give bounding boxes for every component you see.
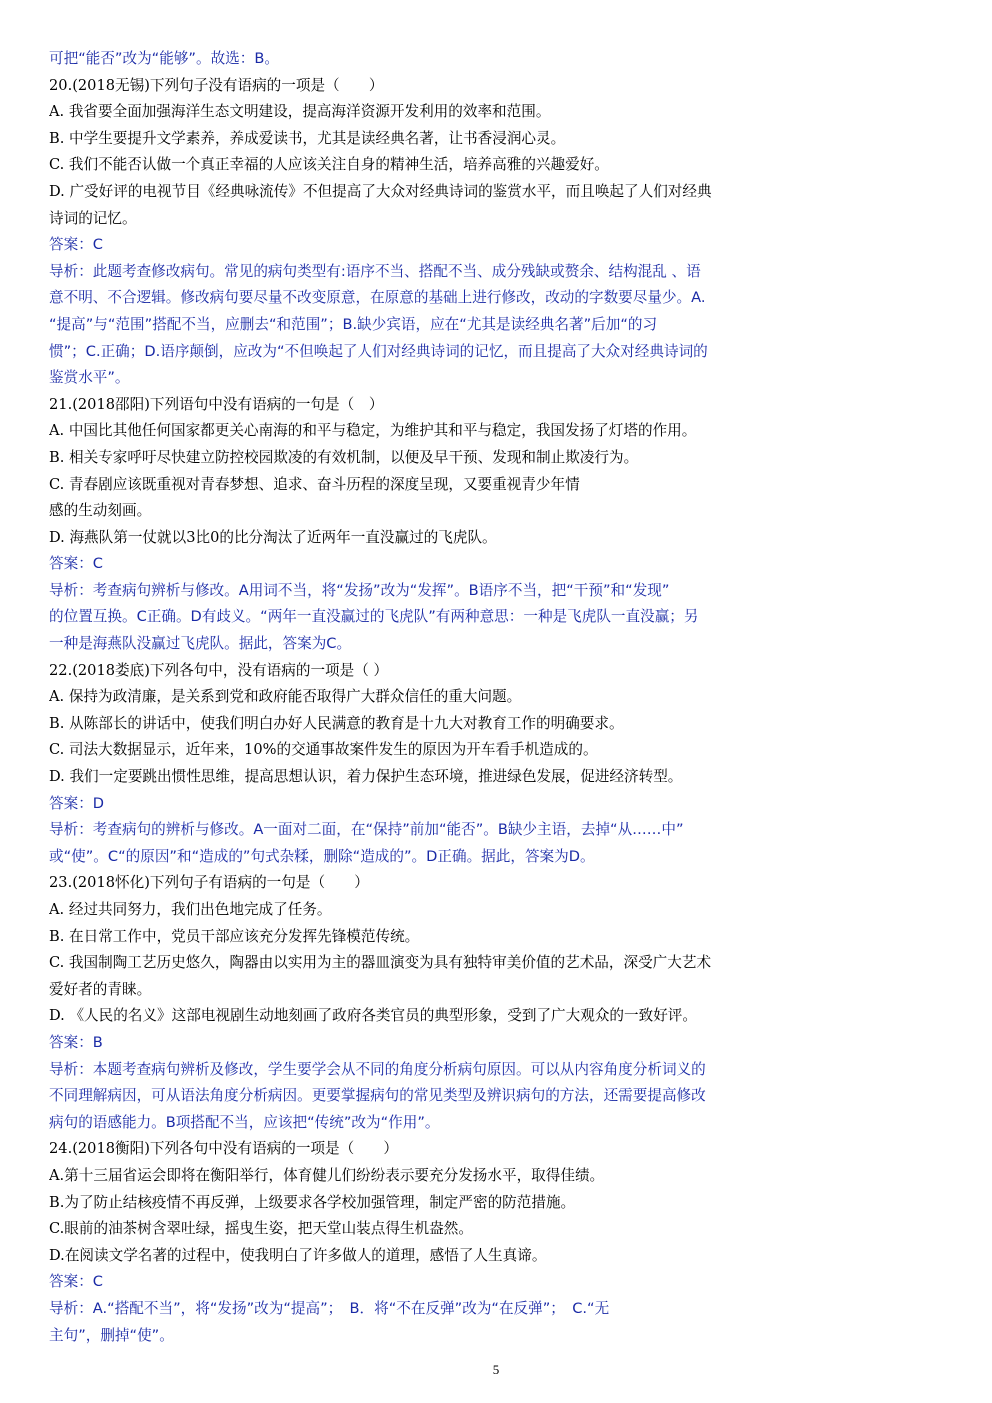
question-line: D.在阅读文学名著的过程中，使我明白了许多做人的道理，感悟了人生真谛。 <box>49 1246 547 1264</box>
answer-line: 导析：此题考查修改病句。常见的病句类型有:语序不当、搭配不当、成分残缺或赘余、结构混乱 、语 <box>49 262 701 280</box>
question-line: 22.(2018娄底)下列各句中，没有语病的一项是（ ） <box>49 661 389 679</box>
question-line: B. 中学生要提升文学素养，养成爱读书，尤其是读经典名著，让书香浸润心灵。 <box>49 129 566 147</box>
question-line: 24.(2018衡阳)下列各句中没有语病的一项是（ ） <box>49 1140 399 1158</box>
question-line: A. 保持为政清廉，是关系到党和政府能否取得广大群众信任的重大问题。 <box>49 688 522 706</box>
question-line: 诗词的记忆。 <box>49 209 137 227</box>
answer-line: 答案：C <box>49 555 103 573</box>
answer-line: 鉴赏水平”。 <box>49 369 130 387</box>
answer-line: 导析：A.“搭配不当”，将“发扬”改为“提高”； B．将“不在反弹”改为“在反弹”； C.“无 <box>49 1299 610 1317</box>
question-line: A.第十三届省运会即将在衡阳举行，体育健儿们纷纷表示要充分发扬水平，取得佳绩。 <box>49 1166 605 1184</box>
question-line: C. 我们不能否认做一个真正幸福的人应该关注自身的精神生活，培养高雅的兴趣爱好。 <box>49 156 609 174</box>
answer-line: 一种是海燕队没赢过飞虎队。据此，答案为C。 <box>49 635 352 653</box>
question-line: 23.(2018怀化)下列句子有语病的一句是（ ） <box>49 874 369 892</box>
question-line: A. 我省要全面加强海洋生态文明建设，提高海洋资源开发利用的效率和范围。 <box>49 103 551 121</box>
answer-line: 答案：C <box>49 1273 103 1291</box>
question-line: C. 青春剧应该既重视对青春梦想、追求、奋斗历程的深度呈现，又要重视青少年情 <box>49 475 580 493</box>
question-line: C. 司法大数据显示，近年来，10%的交通事故案件发生的原因为开车看手机造成的。 <box>49 741 598 759</box>
question-line: D. 《人民的名义》这部电视剧生动地刻画了政府各类官员的典型形象，受到了广大观众的一致好评。 <box>49 1007 697 1025</box>
question-line: C.眼前的油茶树含翠吐绿，摇曳生姿，把天堂山装点得生机盎然。 <box>49 1220 473 1238</box>
answer-line: 意不明、不合逻辑。修改病句要尽量不改变原意，在原意的基础上进行修改，改动的字数要尽量少。A. <box>49 289 706 307</box>
question-line: B.为了防止结核疫情不再反弹，上级要求各学校加强管理，制定严密的防范措施。 <box>49 1193 576 1211</box>
answer-line: 的位置互换。C正确。D有歧义。“两年一直没赢过的飞虎队”有两种意思：一种是飞虎队一直没赢；另 <box>49 608 699 626</box>
answer-line: 答案：D <box>49 794 105 812</box>
question-line: D. 海燕队第一仗就以3比0的比分淘汰了近两年一直没赢过的飞虎队。 <box>49 528 497 546</box>
answer-line: 主句”，删掉“使”。 <box>49 1326 174 1344</box>
question-line: C. 我国制陶工艺历史悠久，陶器由以实用为主的器皿演变为具有独特审美价值的艺术品，深受广大艺术 <box>49 954 712 972</box>
answer-line: 导析：本题考查病句辨析及修改，学生要学会从不同的角度分析病句原因。可以从内容角度分析词义的 <box>49 1060 706 1078</box>
answer-line: 惯”；C.正确；D.语序颠倒，应改为“不但唤起了人们对经典诗词的记忆，而且提高了大众对经典诗词的 <box>49 342 708 360</box>
answer-line: “提高”与“范围”搭配不当，应删去“和范围”；B.缺少宾语，应在“尤其是读经典名著”后加“的习 <box>49 315 658 333</box>
answer-line: 导析：考查病句辨析与修改。A用词不当，将“发扬”改为“发挥”。B语序不当，把“干预”和“发现” <box>49 581 670 599</box>
answer-line: 病句的语感能力。B项搭配不当，应该把“传统”改为“作用”。 <box>49 1113 440 1131</box>
page-number: 5 <box>492 1362 500 1377</box>
question-line: A. 经过共同努力，我们出色地完成了任务。 <box>49 901 332 918</box>
question-line: D. 广受好评的电视节目《经典咏流传》不但提高了大众对经典诗词的鉴赏水平，而且唤起了人们对经典 <box>49 182 712 200</box>
answer-line: 可把“能否”改为“能够”。故选：B。 <box>49 50 279 67</box>
question-line: 爱好者的青睐。 <box>49 980 152 998</box>
question-line: 感的生动刻画。 <box>49 502 152 520</box>
answer-line: 或“使”。C“的原因”和“造成的”句式杂糅，删除“造成的”。D正确。据此，答案为D。 <box>49 847 595 865</box>
question-line: D. 我们一定要跳出惯性思维，提高思想认识，着力保护生态环境，推进绿色发展，促进经济转型。 <box>49 768 683 786</box>
answer-line: 不同理解病因，可从语法角度分析病因。更要掌握病句的常见类型及辨识病句的方法，还需要提高修改 <box>49 1087 706 1105</box>
question-line: 20.(2018无锡)下列句子没有语病的一项是（ ） <box>49 76 384 94</box>
question-line: B. 从陈部长的讲话中，使我们明白办好人民满意的教育是十九大对教育工作的明确要求。 <box>49 714 624 732</box>
question-line: B. 在日常工作中，党员干部应该充分发挥先锋模范传统。 <box>49 927 420 945</box>
question-line: 21.(2018邵阳)下列语句中没有语病的一句是（ ） <box>49 395 384 413</box>
answer-line: 导析：考查病句的辨析与修改。A一面对二面，在“保持”前加“能否”。B缺少主语，去掉“从……中” <box>49 821 684 839</box>
question-line: B. 相关专家呼吁尽快建立防控校园欺凌的有效机制，以便及早干预、发现和制止欺凌行为。 <box>49 448 639 466</box>
answer-line: 答案：B <box>49 1033 103 1051</box>
question-line: A. 中国比其他任何国家都更关心南海的和平与稳定，为维护其和平与稳定，我国发扬了灯塔的作用。 <box>49 422 697 440</box>
answer-line: 答案：C <box>49 236 103 254</box>
